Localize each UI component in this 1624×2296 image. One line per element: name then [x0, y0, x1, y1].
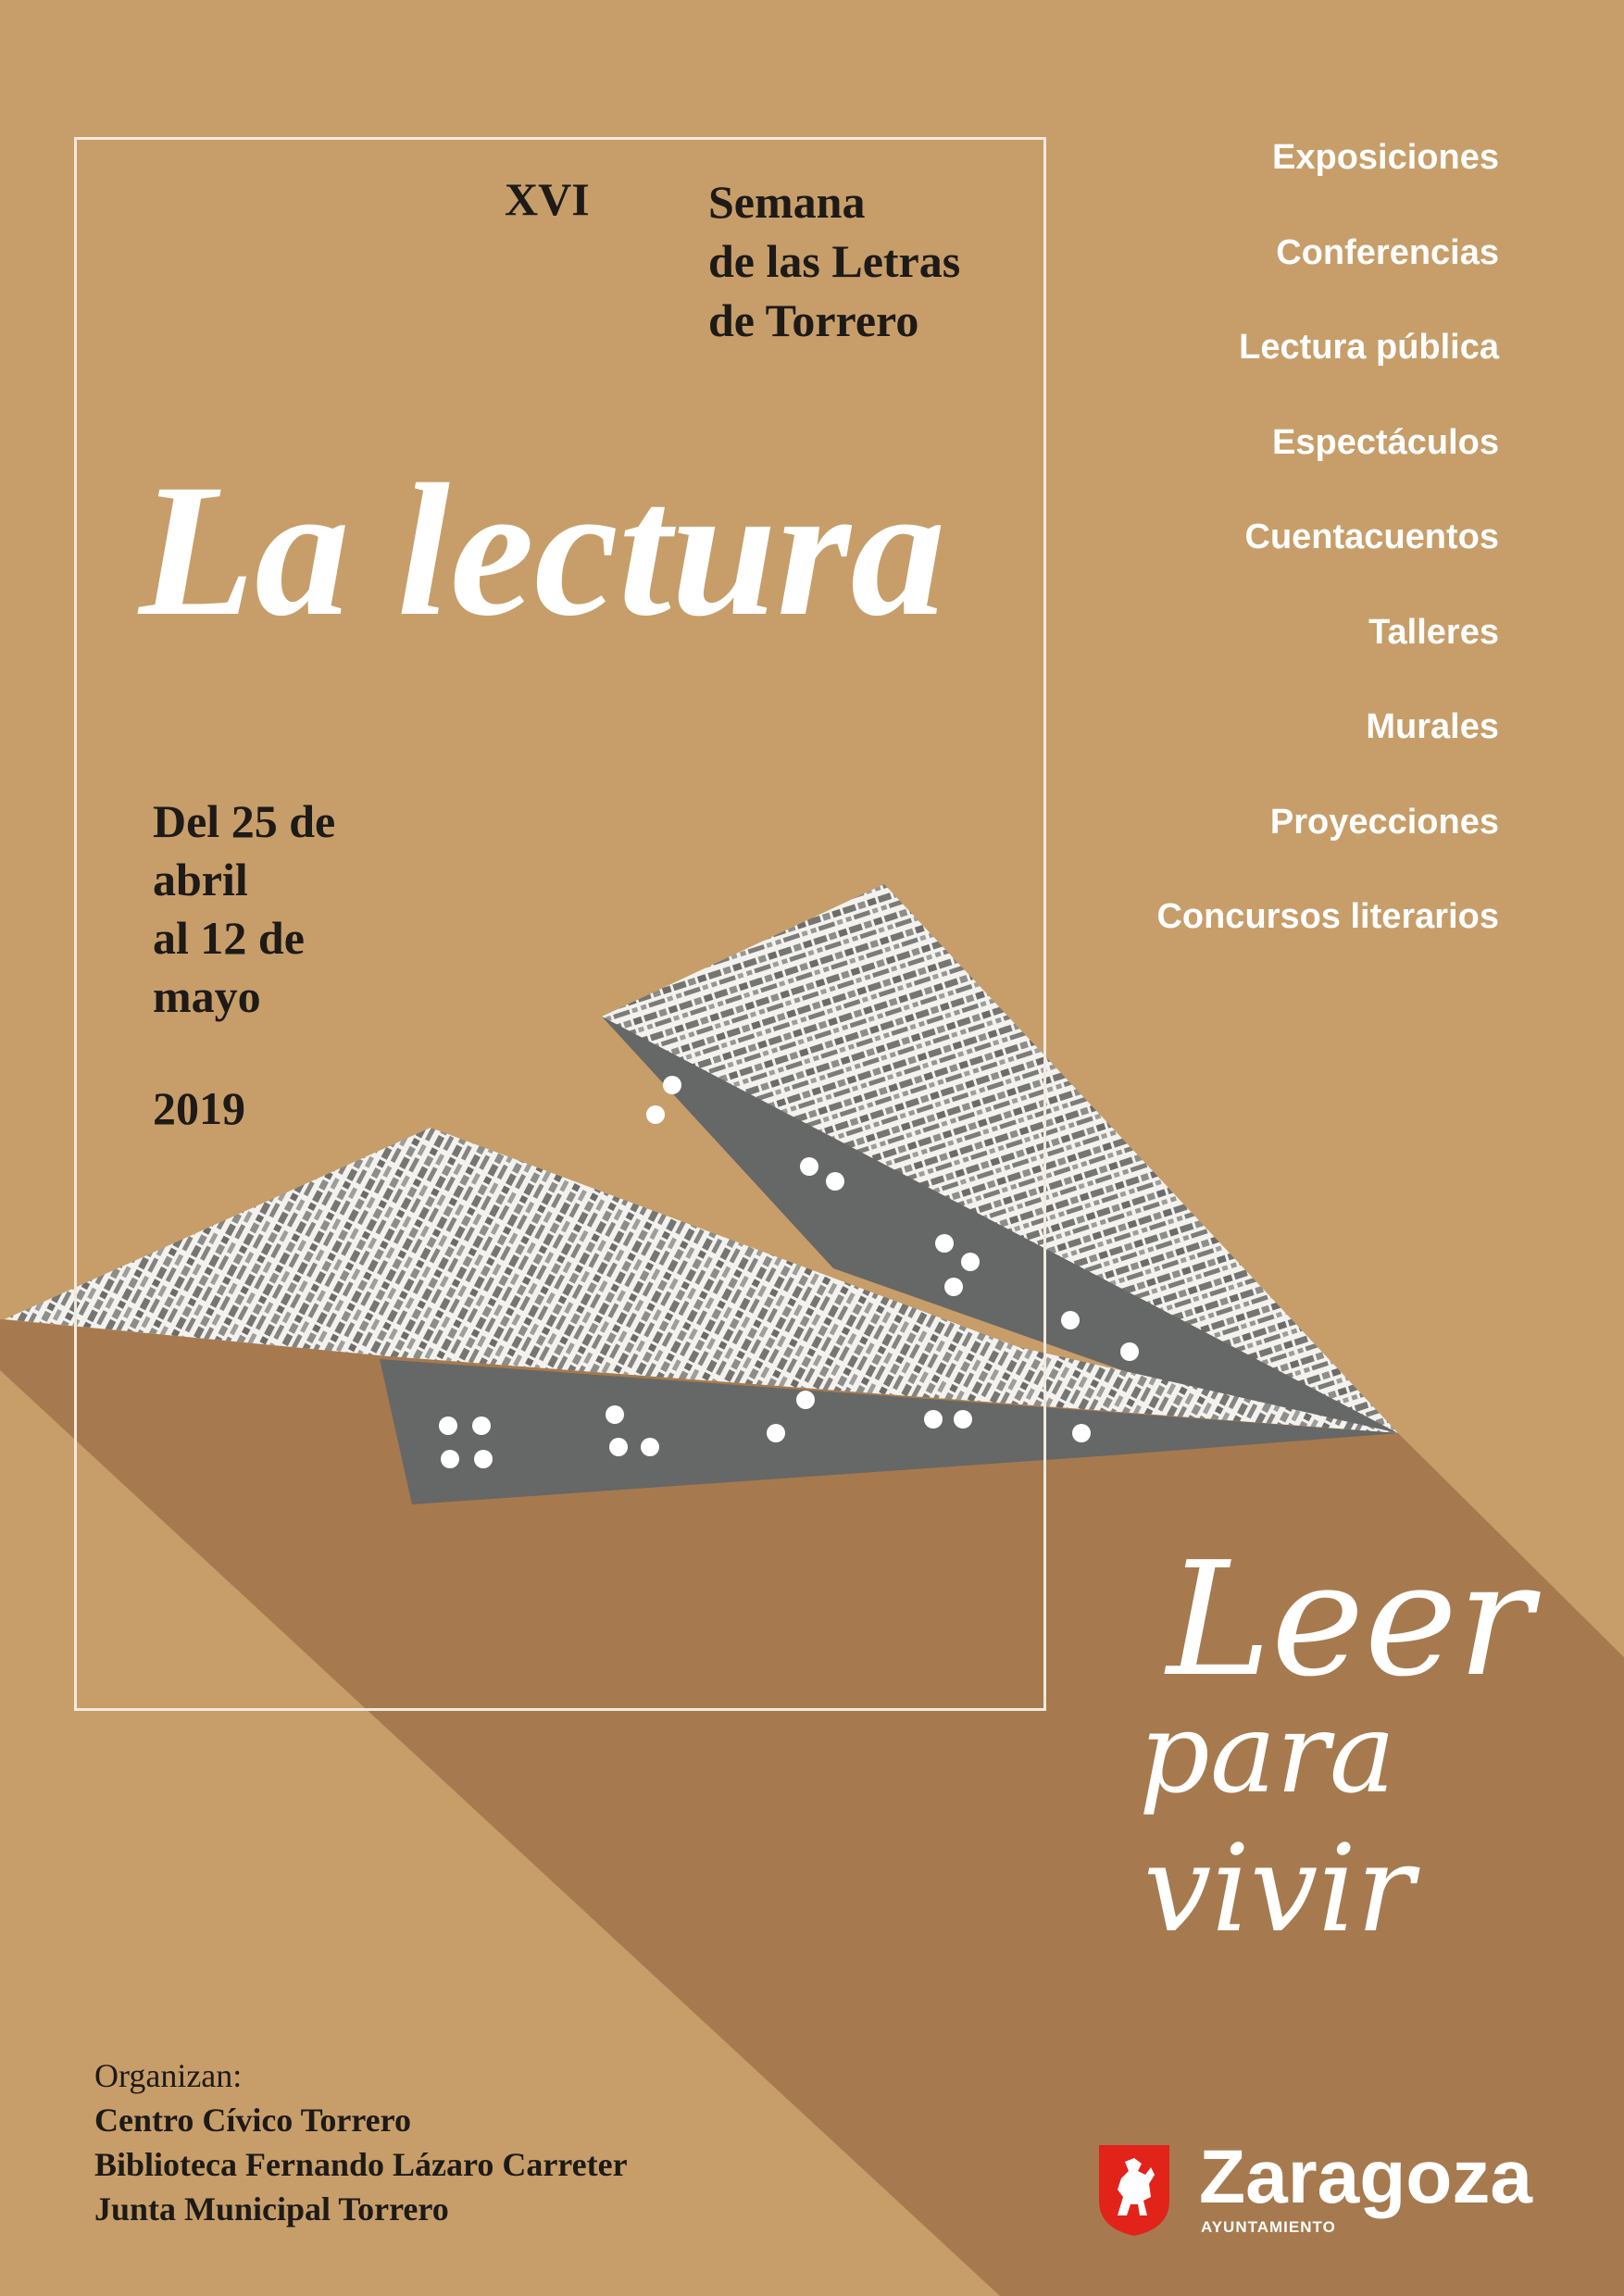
- activity-item: Lectura pública: [1239, 328, 1499, 367]
- organizers-heading: Organizan:: [94, 2057, 243, 2094]
- slogan-word: para: [1139, 1690, 1396, 1818]
- organizer-name: Centro Cívico Torrero: [94, 2102, 411, 2139]
- zaragoza-lion-shield-icon: [1097, 2143, 1171, 2238]
- slogan-word: Leer: [1167, 1529, 1533, 1712]
- subtitle-line: de Torrero: [708, 294, 919, 346]
- slogan-word: vivir: [1143, 1818, 1415, 1959]
- main-title: La lectura: [139, 445, 946, 655]
- activities-list: [1018, 134, 1499, 989]
- activity-item: Conferencias: [1276, 232, 1499, 272]
- logo-name: Zaragoza: [1199, 2135, 1532, 2219]
- dates-line: abril: [153, 854, 248, 905]
- activity-item: Murales: [1366, 707, 1499, 746]
- zaragoza-logo: [1097, 2135, 1532, 2250]
- dates-line: al 12 de: [153, 912, 305, 964]
- activity-item: Proyecciones: [1269, 802, 1499, 842]
- dates-line: mayo: [153, 970, 261, 1022]
- organizer-name: Junta Municipal Torrero: [94, 2190, 449, 2227]
- activity-item: Concursos literarios: [1156, 897, 1499, 936]
- activity-item: Espectáculos: [1272, 422, 1499, 462]
- organizers-block: [94, 2053, 743, 2231]
- organizer-name: Biblioteca Fernando Lázaro Carreter: [94, 2146, 628, 2183]
- activity-item: Cuentacuentos: [1244, 518, 1499, 556]
- logo-subtitle: AYUNTAMIENTO: [1201, 2218, 1336, 2236]
- dates-line: Del 25 de: [153, 795, 336, 847]
- activity-item: Exposiciones: [1272, 138, 1499, 177]
- activity-item: Talleres: [1368, 612, 1499, 652]
- event-subtitle: [708, 172, 1042, 350]
- edition-number: XVI: [505, 173, 590, 225]
- subtitle-line: Semana: [708, 176, 866, 228]
- subtitle-line: de las Letras: [708, 235, 961, 287]
- event-year: 2019: [153, 1082, 245, 1134]
- event-dates: [153, 792, 394, 1026]
